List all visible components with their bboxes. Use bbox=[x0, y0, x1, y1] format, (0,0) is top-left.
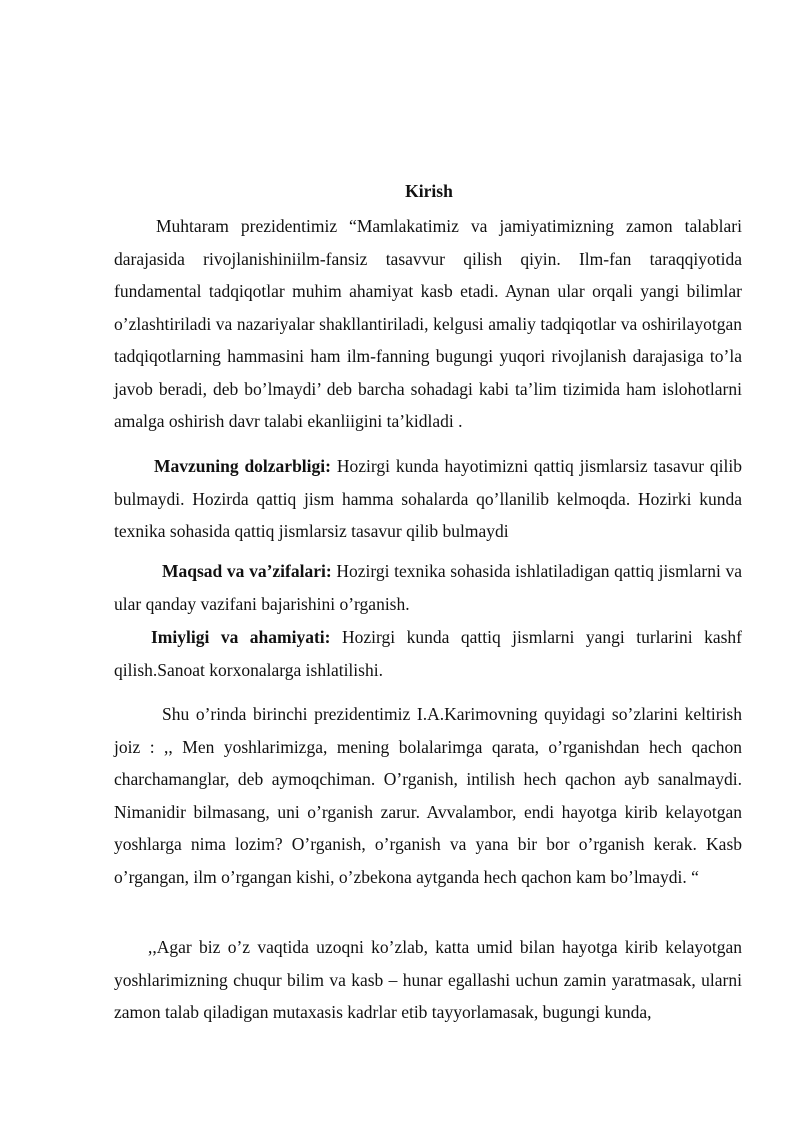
quote-paragraph: Shu o’rinda birinchi prezidentimiz I.A.Karimovning quyidagi so’zlarini keltirish joiz : ,, Men yoshlarimizga, mening bolalarimga qarata, o’rganishdan hech qachon charchamanglar, deb aymoqchiman. O’rganish, intilish hech qachon ayb sanalmaydi. Nimanidir bilmasang, uni o’rganish zarur. Avvalambor, endi hayotga kirib kelayotgan yoshlarga nima lozim? O’rganish, o’rganish va yana bir bor o’rganish kerak. Kasb o’rgangan, ilm o’rgangan kishi, o’zbekona aytganda hech qachon kam bo’lmaydi. “ bbox=[114, 704, 742, 887]
relevance-label: Mavzuning dolzarbligi: bbox=[154, 456, 331, 476]
goals-label: Maqsad va va’zifalari: bbox=[162, 561, 332, 581]
intro-paragraph: Muhtaram prezidentimiz “Mamlakatimiz va jamiyatimizning zamon talablari darajasida rivojlanishiniilm-fansiz tasavvur qilish qiyin. Ilm-fan taraqqiyotida fundamental tadqiqotlar muhim ahamiyat kasb etadi. Aynan ular orqali yangi bilimlar o’zlashtiriladi va nazariyalar shakllantiriladi, kelgusi amaliy tadqiqotlar va oshirilayotgan tadqiqotlarning hammasini ham ilm-fanning bugungi yuqori rivojlanish darajasiga to’la javob beradi, deb bo’lmaydi’ deb barcha sohadagi kabi ta’lim tizimida ham islohotlarni amalga oshirish davr talabi ekanliigini ta’kidladi . bbox=[114, 216, 742, 431]
last-paragraph: ,,Agar biz o’z vaqtida uzoqni ko’zlab, katta umid bilan hayotga kirib kelayotgan yoshlarimizning chuqur bilim va kasb – hunar egallashi uchun zamin yaratmasak, ularni zamon talab qiladigan mutaxasis kadrlar etib tayyorlamasak, bugungi kunda, bbox=[114, 937, 742, 1022]
importance-label: Imiyligi va ahamiyati: bbox=[151, 627, 331, 647]
relevance-paragraph bbox=[114, 450, 742, 548]
page-title: Kirish bbox=[405, 181, 453, 201]
relevance-text: Hozirgi kunda hayotimizni qattiq jismlarsiz tasavur qilib bulmaydi. Hozirda qattiq jism hamma sohalarda qo’llanilib kelmoqda. Hozirki kunda texnika sohasida qattiq jismlarsiz tasavur qilib bulmaydi bbox=[114, 456, 742, 541]
goals-paragraph bbox=[114, 555, 742, 620]
importance-text: Hozirgi kunda qattiq jismlarni yangi turlarini kashf qilish.Sanoat korxonalarga ishlatilishi. bbox=[114, 627, 742, 680]
importance-paragraph bbox=[114, 621, 742, 686]
goals-text: Hozirgi texnika sohasida ishlatiladigan qattiq jismlarni va ular qanday vazifani bajarishini o’rganish. bbox=[114, 561, 742, 614]
